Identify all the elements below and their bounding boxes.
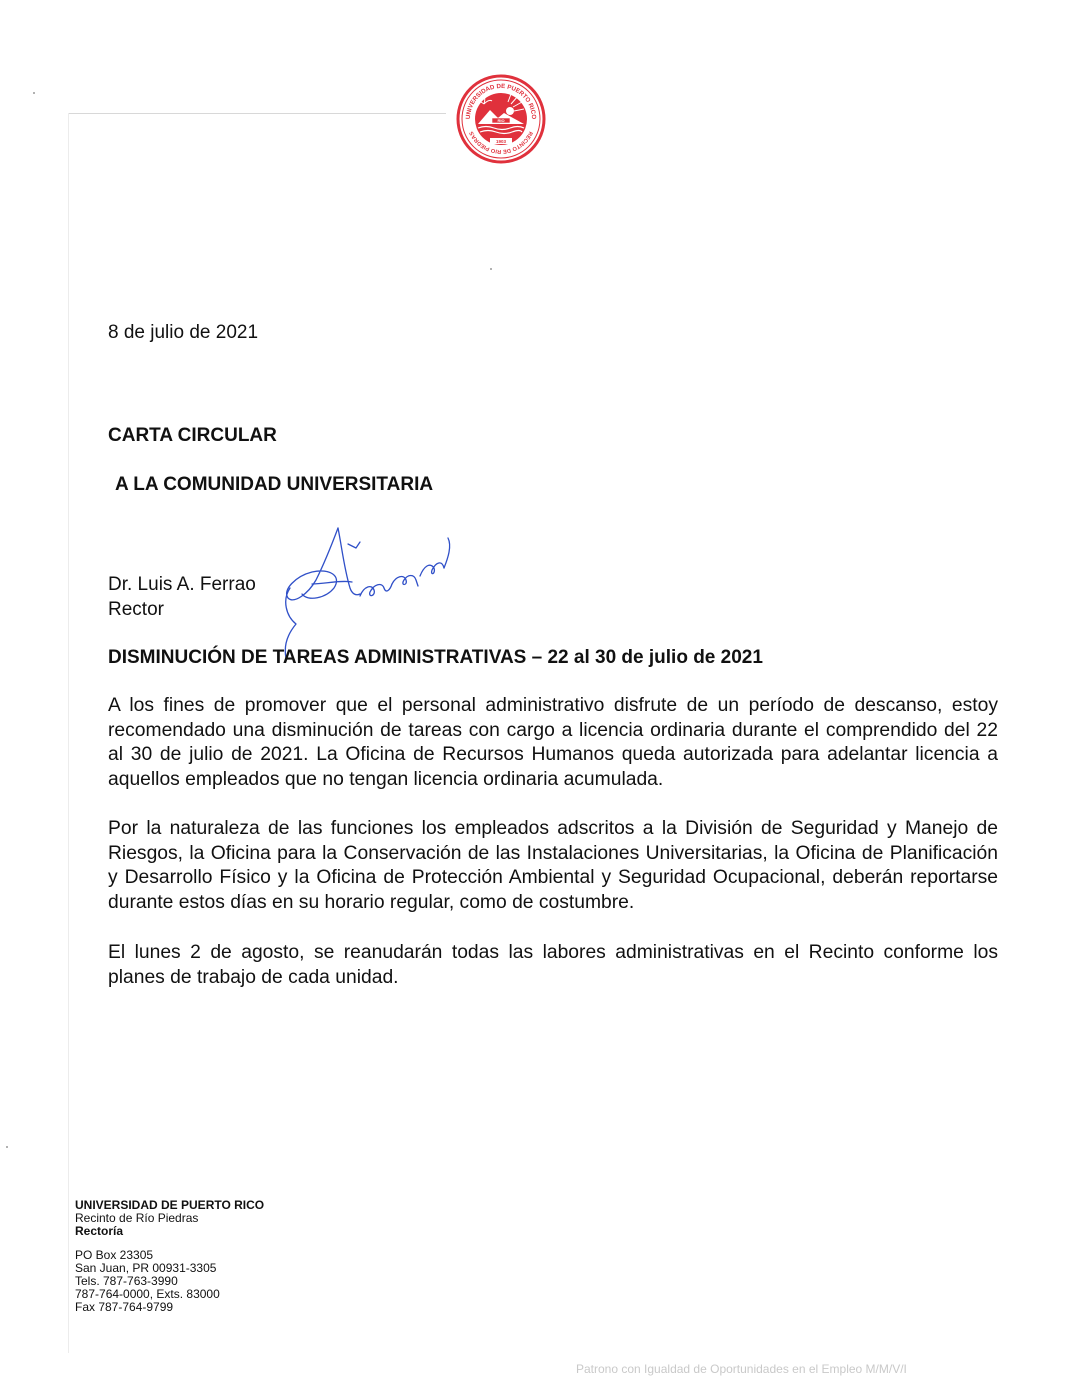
footer-exts: 787-764-0000, Exts. 83000 [75, 1287, 220, 1301]
letter-paragraph: A los fines de promover que el personal administrativo disfrute de un período de descanso, estoy recomendado una disminución de tareas con cargo a licencia ordinaria durante el comprendido del 22 al 30 de julio de 2021. La Oficina de Recursos Humanos queda autorizada para adelantar licencia a aquellos empleados que no tengan licencia ordinaria acumulada. [108, 695, 998, 790]
footer-po-box: PO Box 23305 [75, 1248, 154, 1262]
letter-title: CARTA CIRCULAR [108, 425, 277, 446]
footer-campus: Recinto de Río Piedras [75, 1211, 199, 1225]
letter-date: 8 de julio de 2021 [108, 322, 259, 343]
handwritten-signature-icon [272, 524, 462, 660]
letter-recipient: A LA COMUNIDAD UNIVERSITARIA [115, 474, 434, 495]
scan-edge-line [68, 113, 69, 1353]
seal-banner: RIO [497, 118, 505, 123]
scan-speck [6, 1146, 8, 1148]
signer-title: Rector [108, 599, 164, 620]
seal-year: 1903 [495, 139, 507, 144]
scan-speck [33, 92, 35, 94]
letter-paragraph: El lunes 2 de agosto, se reanudarán todas las labores administrativas en el Recinto conforme los planes de trabajo de cada unidad. [108, 942, 998, 988]
seal-text-right: RECINTO DE RIO PIEDRAS [468, 130, 534, 155]
letterhead-footer [75, 1199, 264, 1314]
university-seal-icon [456, 74, 546, 164]
footer-tels: Tels. 787-763-3990 [75, 1274, 178, 1288]
footer-office: Rectoría [75, 1224, 124, 1238]
signer-name: Dr. Luis A. Ferrao [108, 574, 256, 595]
scan-speck [490, 268, 492, 270]
eeo-notice: Patrono con Igualdad de Oportunidades en el Empleo M/M/V/I [576, 1362, 907, 1376]
seal-text-top: UNIVERSIDAD DE PUERTO RICO [464, 82, 538, 120]
letter-paragraph: Por la naturaleza de las funciones los empleados adscritos a la División de Seguridad y Manejo de Riesgos, la Oficina para la Conservación de las Instalaciones Universitarias, la Oficina de Planificación y Desarrollo Físico y la Oficina de Protección Ambiental y Seguridad Ocupacional, deberán reportarse durante estos días en su horario regular, como de costumbre. [108, 818, 998, 913]
footer-city: San Juan, PR 00931-3305 [75, 1261, 217, 1275]
signer-block [108, 572, 256, 622]
letter-subject: DISMINUCIÓN DE TAREAS ADMINISTRATIVAS – 22 al 30 de julio de 2021 [108, 647, 763, 668]
footer-university: UNIVERSIDAD DE PUERTO RICO [75, 1198, 265, 1212]
scan-edge-line [68, 113, 446, 114]
footer-fax: Fax 787-764-9799 [75, 1300, 174, 1314]
